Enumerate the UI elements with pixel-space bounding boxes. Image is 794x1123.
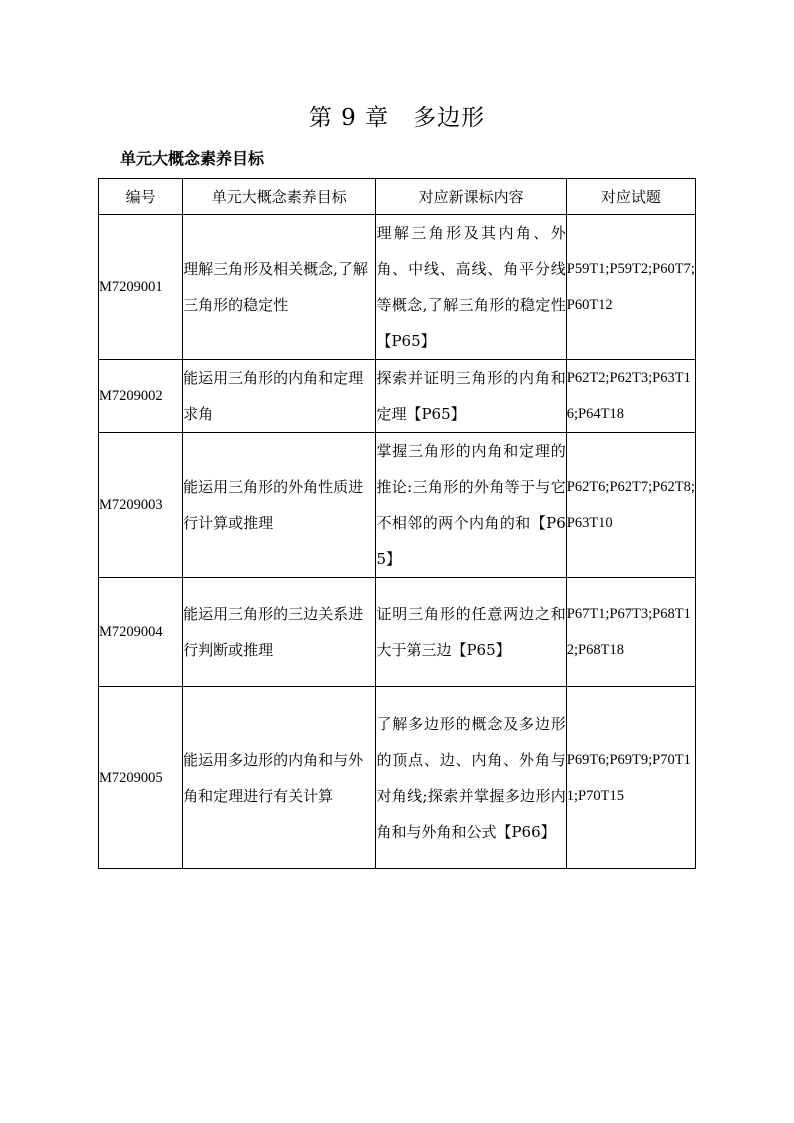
row-tests: P69T6;P69T9;P70T11;P70T15 <box>566 687 695 869</box>
table-row <box>99 215 696 360</box>
row-tests: P62T2;P62T3;P63T16;P64T18 <box>566 360 695 433</box>
row-content: 掌握三角形的内角和定理的推论:三角形的外角等于与它不相邻的两个内角的和【P65】 <box>376 433 566 578</box>
row-tests: P62T6;P62T7;P62T8;P63T10 <box>566 433 695 578</box>
row-code: M7209002 <box>99 360 183 433</box>
row-content: 证明三角形的任意两边之和大于第三边【P65】 <box>376 578 566 687</box>
row-tests: P59T1;P59T2;P60T7;P60T12 <box>566 215 695 360</box>
goals-table <box>98 178 696 869</box>
section-title: 单元大概念素养目标 <box>120 149 265 168</box>
header-content: 对应新课标内容 <box>376 179 566 215</box>
row-content: 理解三角形及其内角、外角、中线、高线、角平分线等概念,了解三角形的稳定性【P65】 <box>376 215 566 360</box>
table-row <box>99 578 696 687</box>
header-goal: 单元大概念素养目标 <box>183 179 376 215</box>
row-goal: 能运用多边形的内角和与外角和定理进行有关计算 <box>183 687 376 869</box>
header-code: 编号 <box>99 179 183 215</box>
row-goal: 能运用三角形的外角性质进行计算或推理 <box>183 433 376 578</box>
chapter-title: 第 9 章 多边形 <box>308 105 486 131</box>
row-content: 了解多边形的概念及多边形的顶点、边、内角、外角与对角线;探索并掌握多边形内角和与外角和公式【P66】 <box>376 687 566 869</box>
row-code: M7209003 <box>99 433 183 578</box>
table-row <box>99 687 696 869</box>
row-goal: 理解三角形及相关概念,了解三角形的稳定性 <box>183 215 376 360</box>
row-code: M7209001 <box>99 215 183 360</box>
table-row <box>99 360 696 433</box>
row-content: 探索并证明三角形的内角和定理【P65】 <box>376 360 566 433</box>
row-tests: P67T1;P67T3;P68T12;P68T18 <box>566 578 695 687</box>
row-code: M7209005 <box>99 687 183 869</box>
header-tests: 对应试题 <box>566 179 695 215</box>
row-goal: 能运用三角形的内角和定理求角 <box>183 360 376 433</box>
row-code: M7209004 <box>99 578 183 687</box>
row-goal: 能运用三角形的三边关系进行判断或推理 <box>183 578 376 687</box>
table-row <box>99 433 696 578</box>
table-header-row <box>99 179 696 215</box>
